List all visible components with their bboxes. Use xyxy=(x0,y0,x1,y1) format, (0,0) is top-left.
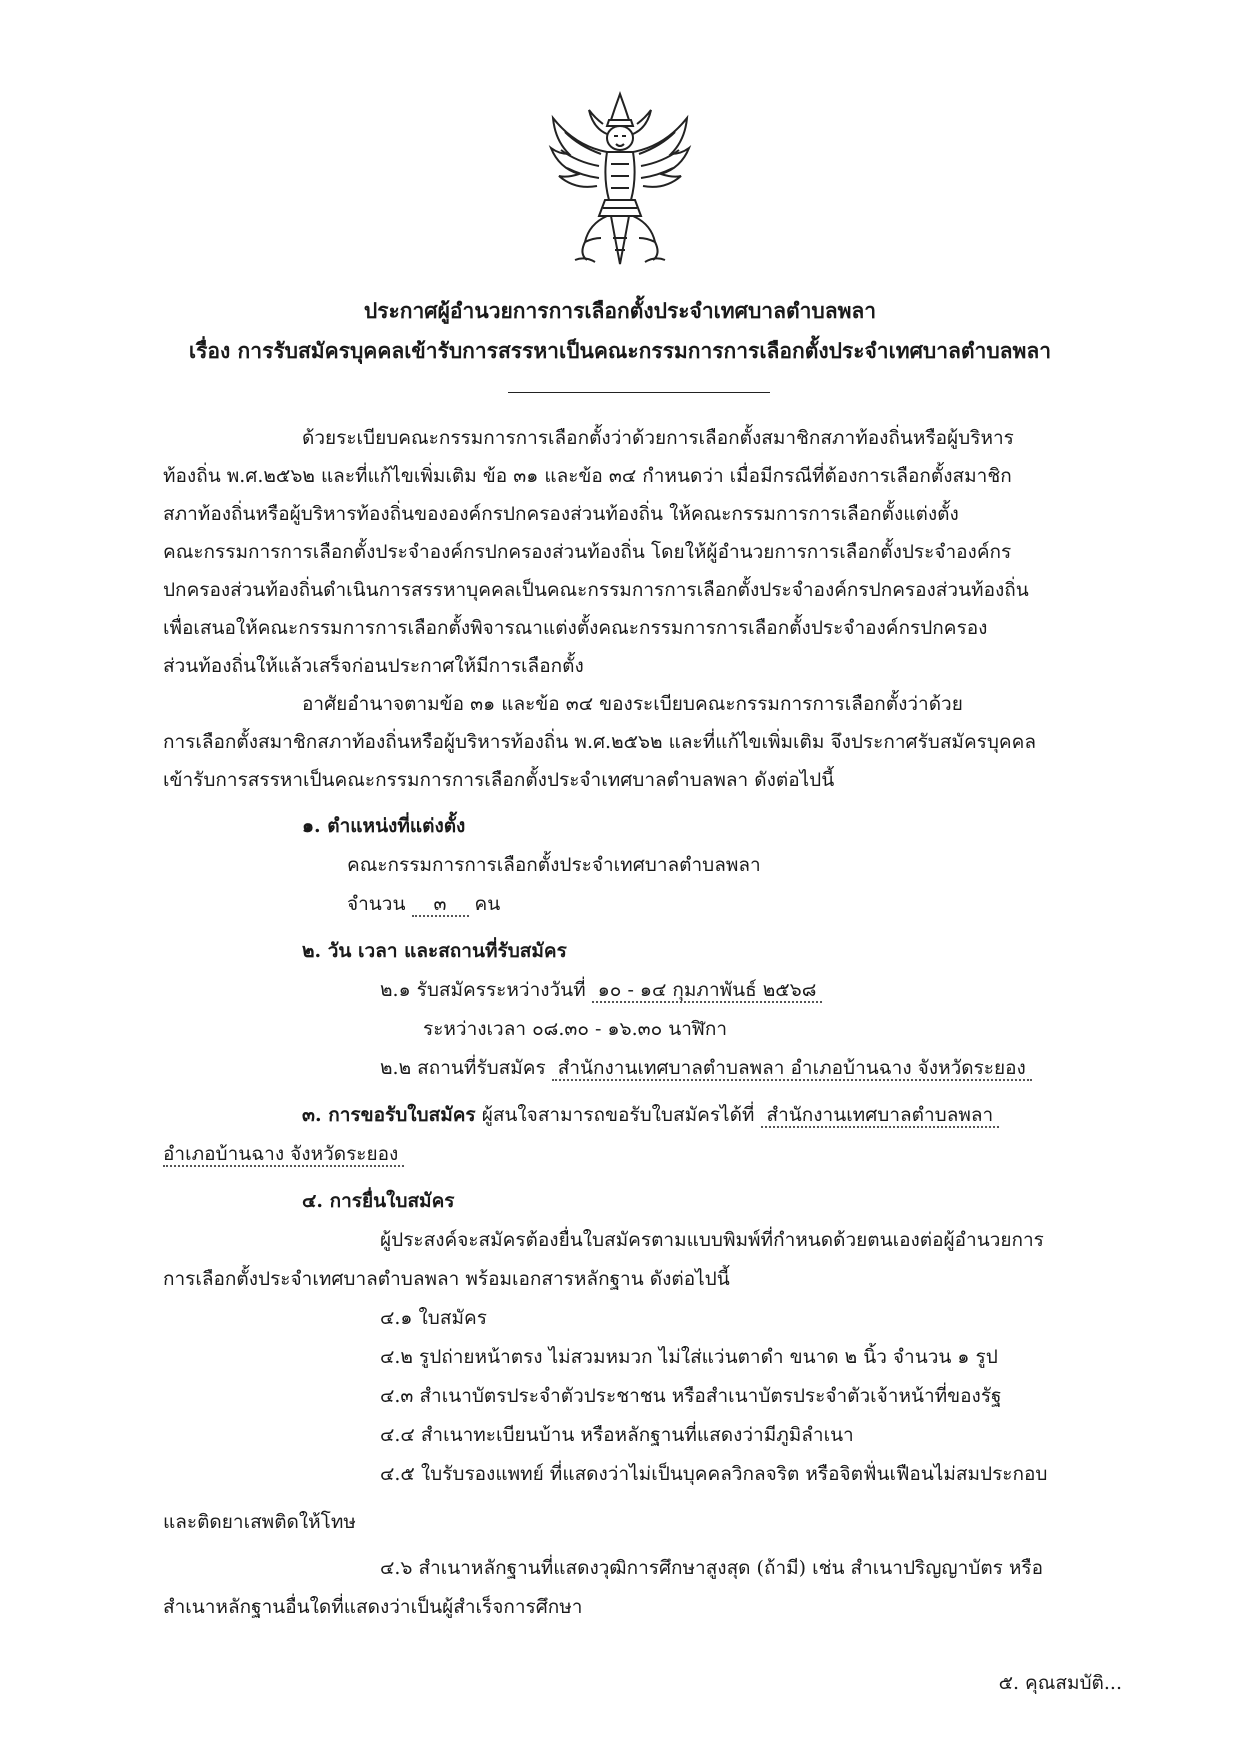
count-label: จำนวน xyxy=(347,893,406,915)
section4-item-6b: สำเนาหลักฐานอื่นใดที่แสดงว่าเป็นผู้สำเร็จการศึกษา xyxy=(163,1596,583,1618)
intro-line-2: ท้องถิ่น พ.ศ.๒๕๖๒ และที่แก้ไขเพิ่มเติม ข้อ ๓๑ และข้อ ๓๔ กำหนดว่า เมื่อมีกรณีที่ต้องการเลือกตั้งสมาชิก xyxy=(163,465,1012,487)
section4-item-2: ๔.๒ รูปถ่ายหน้าตรง ไม่สวมหมวก ไม่ใส่แว่นตาดำ ขนาด ๒ นิ้ว จำนวน ๑ รูป xyxy=(380,1346,998,1368)
section1-position: คณะกรรมการการเลือกตั้งประจำเทศบาลตำบลพลา xyxy=(347,854,761,876)
section1-count xyxy=(347,889,500,919)
section3-place-1: สำนักงานเทศบาลตำบลพลา xyxy=(761,1104,1000,1128)
section3-place-2: อำเภอบ้านฉาง จังหวัดระยอง xyxy=(163,1143,404,1167)
title-divider xyxy=(508,392,770,393)
section3-text: ผู้สนใจสามารถขอรับใบสมัครได้ที่ xyxy=(481,1104,755,1126)
section2-item1 xyxy=(380,975,822,1005)
announcement-title: ประกาศผู้อำนวยการการเลือกตั้งประจำเทศบาลตำบลพลา xyxy=(363,298,877,323)
section2-heading: ๒. วัน เวลา และสถานที่รับสมัคร xyxy=(302,940,567,962)
garuda-emblem-icon xyxy=(545,88,695,273)
count-unit: คน xyxy=(474,893,501,915)
section4-item-1: ๔.๑ ใบสมัคร xyxy=(380,1307,487,1329)
authority-line-2: การเลือกตั้งสมาชิกสภาท้องถิ่นหรือผู้บริหารท้องถิ่น พ.ศ.๒๕๖๒ และที่แก้ไขเพิ่มเติม จึงประกาศรับสมัครบุคคล xyxy=(163,731,1036,753)
section4-item-3: ๔.๓ สำเนาบัตรประจำตัวประชาชน หรือสำเนาบัตรประจำตัวเจ้าหน้าที่ของรัฐ xyxy=(380,1385,1002,1407)
intro-line-5: ปกครองส่วนท้องถิ่นดำเนินการสรรหาบุคคลเป็นคณะกรรมการการเลือกตั้งประจำองค์กรปกครองส่วนท้องถิ่น xyxy=(163,579,1029,601)
intro-line-4: คณะกรรมการการเลือกตั้งประจำองค์กรปกครองส่วนท้องถิ่น โดยให้ผู้อำนวยการการเลือกตั้งประจำองค์กร xyxy=(163,541,1012,563)
authority-line-3: เข้ารับการสรรหาเป็นคณะกรรมการการเลือกตั้งประจำเทศบาลตำบลพลา ดังต่อไปนี้ xyxy=(163,769,835,791)
item2-label: ๒.๒ สถานที่รับสมัคร xyxy=(380,1057,546,1079)
section4-item-4: ๔.๔ สำเนาทะเบียนบ้าน หรือหลักฐานที่แสดงว่ามีภูมิลำเนา xyxy=(380,1424,854,1446)
item2-value: สำนักงานเทศบาลตำบลพลา อำเภอบ้านฉาง จังหวัดระยอง xyxy=(552,1057,1032,1081)
section4-intro-2: การเลือกตั้งประจำเทศบาลตำบลพลา พร้อมเอกสารหลักฐาน ดังต่อไปนี้ xyxy=(163,1268,730,1290)
section1-heading: ๑. ตำแหน่งที่แต่งตั้ง xyxy=(302,815,466,837)
announcement-subject: เรื่อง การรับสมัครบุคคลเข้ารับการสรรหาเป็นคณะกรรมการการเลือกตั้งประจำเทศบาลตำบลพลา xyxy=(188,338,1052,363)
intro-line-6: เพื่อเสนอให้คณะกรรมการการเลือกตั้งพิจารณาแต่งตั้งคณะกรรมการการเลือกตั้งประจำองค์กรปกครอง xyxy=(163,617,988,639)
item1-label: ๒.๑ รับสมัครระหว่างวันที่ xyxy=(380,979,586,1001)
intro-line-3: สภาท้องถิ่นหรือผู้บริหารท้องถิ่นขององค์กรปกครองส่วนท้องถิ่น ให้คณะกรรมการการเลือกตั้งแต่งตั้ง xyxy=(163,503,959,525)
section4-item-5b: และติดยาเสพติดให้โทษ xyxy=(163,1511,356,1533)
section2-item2 xyxy=(380,1053,1032,1083)
section4-intro-1: ผู้ประสงค์จะสมัครต้องยื่นใบสมัครตามแบบพิมพ์ที่กำหนดด้วยตนเองต่อผู้อำนวยการ xyxy=(380,1229,1044,1251)
section4-heading: ๔. การยื่นใบสมัคร xyxy=(302,1190,455,1212)
authority-line-1: อาศัยอำนาจตามข้อ ๓๑ และข้อ ๓๔ ของระเบียบคณะกรรมการการเลือกตั้งว่าด้วย xyxy=(302,693,963,715)
section3-line-1 xyxy=(302,1100,999,1130)
section3-heading: ๓. การขอรับใบสมัคร xyxy=(302,1104,476,1126)
count-value: ๓ xyxy=(412,893,469,917)
item1-value: ๑๐ - ๑๔ กุมภาพันธ์ ๒๕๖๘ xyxy=(592,979,823,1003)
section4-item-6a: ๔.๖ สำเนาหลักฐานที่แสดงวุฒิการศึกษาสูงสุด (ถ้ามี) เช่น สำเนาปริญญาบัตร หรือ xyxy=(380,1557,1044,1579)
continuation-text: ๕. คุณสมบัติ... xyxy=(998,1672,1122,1694)
section2-time: ระหว่างเวลา ๐๘.๓๐ - ๑๖.๓๐ นาฬิกา xyxy=(423,1018,728,1040)
intro-line-7: ส่วนท้องถิ่นให้แล้วเสร็จก่อนประกาศให้มีการเลือกตั้ง xyxy=(163,655,584,677)
section3-line-2 xyxy=(163,1139,404,1169)
intro-line-1: ด้วยระเบียบคณะกรรมการการเลือกตั้งว่าด้วยการเลือกตั้งสมาชิกสภาท้องถิ่นหรือผู้บริหาร xyxy=(302,427,1014,449)
section4-item-5a: ๔.๕ ใบรับรองแพทย์ ที่แสดงว่าไม่เป็นบุคคลวิกลจริต หรือจิตฟั่นเฟือนไม่สมประกอบ xyxy=(380,1463,1048,1485)
